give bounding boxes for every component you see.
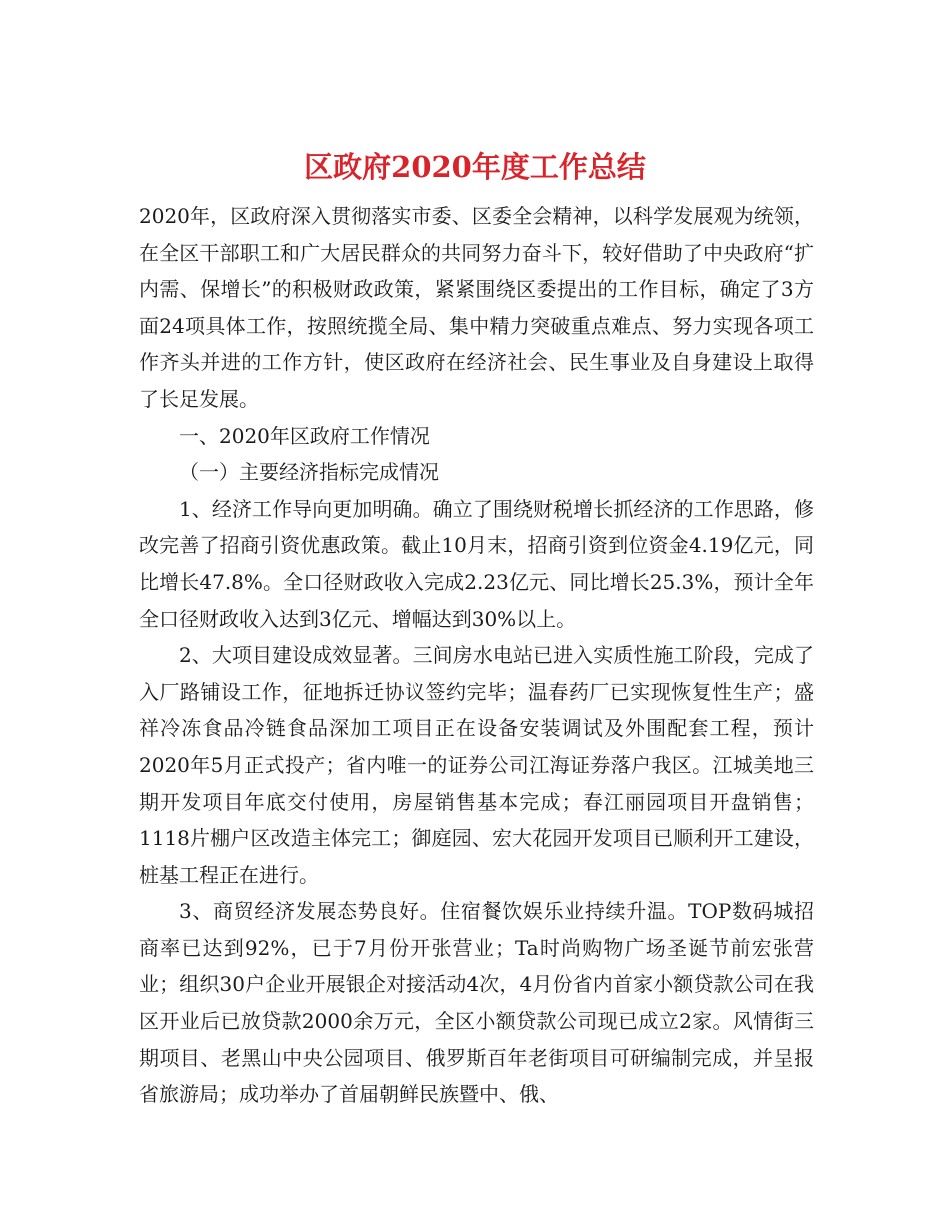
document-body [139,198,814,1113]
paragraph-item-3: 3、商贸经济发展态势良好。住宿餐饮娱乐业持续升温。TOP数码城招商率已达到92%，已于7月份开张营业；Ta时尚购物广场圣诞节前宏张营业；组织30户企业开展银企对接活动4次，4月份省内首家小额贷款公司在我区开业后已放贷款2000余万元，全区小额贷款公司现已成立2家。风情街三期项目、老黑山中央公园项目、俄罗斯百年老街项目可研编制完成，并呈报省旅游局；成功举办了首届朝鲜民族暨中、俄、 [139,899,814,1107]
document-title: 区政府2020年度工作总结 [304,150,646,185]
subsection-heading: （一）主要经济指标完成情况 [179,460,439,485]
section-heading: 一、2020年区政府工作情况 [179,423,430,448]
paragraph-intro: 2020年，区政府深入贯彻落实市委、区委全会精神，以科学发展观为统领，在全区干部职工和广大居民群众的共同努力奋斗下，较好借助了中央政府“扩内需、保增长”的积极财政政策，紧紧围绕区委提出的工作目标，确定了3方面24项具体工作，按照统揽全局、集中精力突破重点难点、努力实现各项工作齐头并进的工作方针，使区政府在经济社会、民生事业及自身建设上取得了长足发展。 [139,204,814,411]
paragraph-item-1: 1、经济工作导向更加明确。确立了围绕财税增长抓经济的工作思路，修改完善了招商引资优惠政策。截止10月末，招商引资到位资金4.19亿元，同比增长47.8%。全口径财政收入完成2.23亿元、同比增长25.3%，预计全年全口径财政收入达到3亿元、增幅达到30%以上。 [139,496,814,631]
paragraph-item-2: 2、大项目建设成效显著。三间房水电站已进入实质性施工阶段，完成了入厂路铺设工作，征地拆迁协议签约完毕；温春药厂已实现恢复性生产；盛祥冷冻食品冷链食品深加工项目正在设备安装调试及外围配套工程，预计2020年5月正式投产；省内唯一的证券公司江海证券落户我区。江城美地三期开发项目年底交付使用，房屋销售基本完成；春江丽园项目开盘销售；1118片棚户区改造主体完工；御庭园、宏大花园开发项目已顺利开工建设，桩基工程正在进行。 [139,643,814,887]
